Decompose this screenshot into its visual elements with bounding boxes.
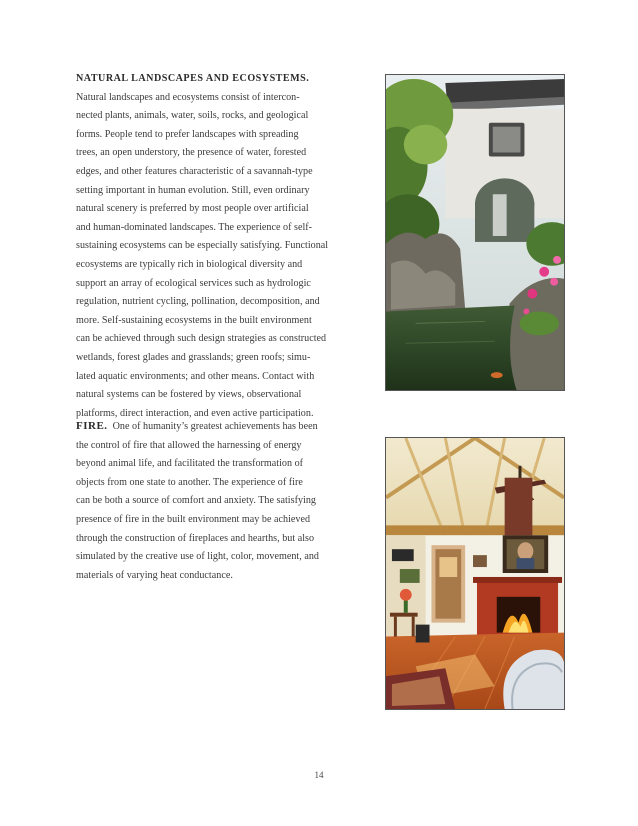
text-line: can be achieved through such design strategies as constructed: [76, 333, 327, 345]
text-line: presence of fire in the built environment may be achieved: [76, 513, 311, 525]
garden-pond-illustration: [386, 75, 564, 390]
text-line: and human-dominated landscapes. The experience of self-: [76, 221, 313, 233]
text-line: materials of varying heat conductance.: [76, 569, 233, 581]
text-line: forms. People tend to prefer landscapes with spreading: [76, 128, 299, 140]
fireplace-room-photo: [385, 437, 565, 710]
text-line: Natural landscapes and ecosystems consist of intercon-: [76, 91, 300, 103]
text-line: natural systems can be fostered by views, observational: [76, 389, 302, 401]
text-line: nected plants, animals, water, soils, rocks, and geological: [76, 110, 309, 122]
text-line: simulated by the creative use of light, color, movement, and: [76, 551, 319, 563]
fireplace-room-illustration: [386, 438, 564, 709]
text-line: ecosystems are typically rich in biological diversity and: [76, 258, 303, 270]
section-heading: FIRE.: [76, 420, 108, 432]
natural-landscapes-paragraph: [76, 70, 348, 423]
section-fire: [76, 417, 348, 585]
text-line: lated aquatic environments; and other means. Contact with: [76, 370, 315, 382]
page-number: 14: [314, 770, 324, 780]
garden-pond-photo: [385, 74, 565, 391]
text-line: through the construction of fireplaces and hearths, but also: [76, 532, 315, 544]
text-line: [76, 417, 348, 437]
text-line: regulation, nutrient cycling, pollination, decomposition, and: [76, 296, 320, 308]
section-heading: NATURAL LANDSCAPES AND ECOSYSTEMS.: [76, 73, 310, 84]
section-natural-landscapes: [76, 70, 348, 423]
text-line: edges, and other features characteristic of a savannah-type: [76, 165, 313, 177]
text-line: platforms, direct interaction, and even active participation.: [76, 407, 314, 419]
text-line: more. Self-sustaining ecosystems in the built environment: [76, 314, 312, 326]
text-line: can be both a source of comfort and anxiety. The satisfying: [76, 495, 316, 507]
text-line: beyond animal life, and facilitated the transformation of: [76, 458, 304, 470]
text-line: setting important in human evolution. Still, even ordinary: [76, 184, 310, 196]
fire-paragraph: [76, 417, 348, 585]
text-line: wetlands, forest glades and grasslands; green roofs; simu-: [76, 351, 311, 363]
text-line: the control of fire that allowed the harnessing of energy: [76, 439, 302, 451]
text-line: support an array of ecological services such as hydrologic: [76, 277, 311, 289]
text-line: trees, an open understory, the presence of water, forested: [76, 147, 307, 159]
text-line-rest: One of humanity’s greatest achievements has been: [112, 421, 318, 432]
text-line: sustaining ecosystems can be especially satisfying. Functional: [76, 240, 329, 252]
text-line: natural scenery is preferred by most people over artificial: [76, 203, 309, 215]
text-line: objects from one state to another. The experience of fire: [76, 476, 303, 488]
